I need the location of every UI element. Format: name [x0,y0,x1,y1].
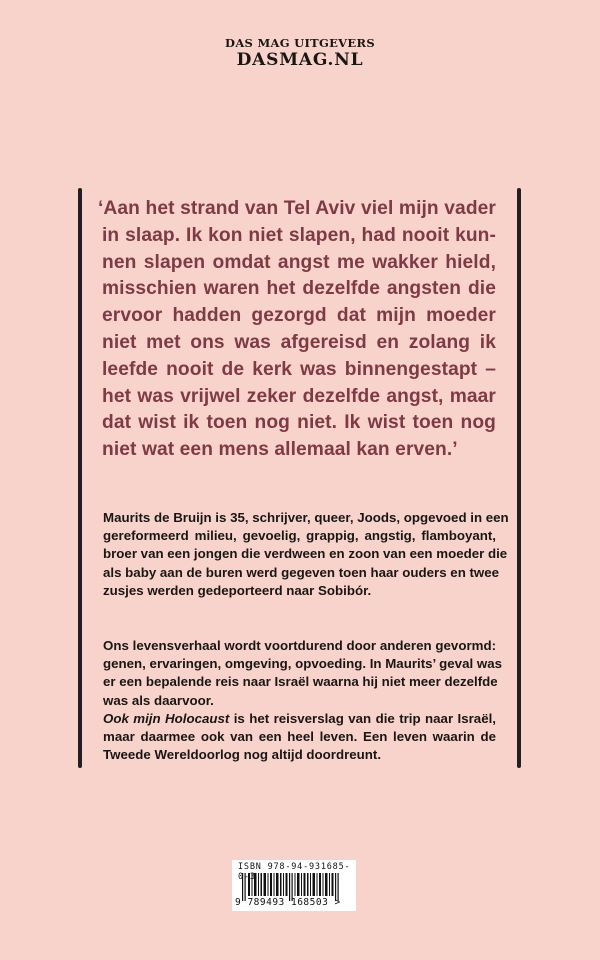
blurb-line: Ons levensverhaal wordt voortdurend door anderen gevormd: [103,638,496,653]
quote-line: dat wist ik toen nog niet. Ik wist toen nog [102,412,496,434]
publisher-name: DAS MAG UITGEVERS [225,36,375,50]
quote-line: in slaap. Ik kon niet slapen, had nooit kun- [102,224,496,246]
pull-quote [98,196,496,464]
blurb-line: was als daarvoor. [103,692,214,708]
blurb-line: als baby aan de buren werd gegeven toen haar ouders en twee [103,564,500,580]
blurb-line: zusjes werden gedeporteerd naar Sobibór. [103,582,372,598]
quote-line: ‘Aan het strand van Tel Aviv viel mijn vader [98,198,496,219]
quote-line: leefde nooit de kerk was binnengestapt – [102,358,496,380]
publisher-website: DASMAG.NL [236,50,364,70]
quote-line: niet met ons was afgereisd en zolang ik [102,331,496,353]
right-vertical-bar [517,188,521,768]
quote-line: het was vrijwel zeker dezelfde angst, maar [102,385,496,407]
blurb-line [103,710,496,728]
quote-line: ervoor hadden gezorgd dat mijn moeder [102,305,496,327]
blurb-line: genen, ervaringen, omgeving, opvoeding. In Maurits’ geval was [103,656,502,672]
blurb-line: er een bepalende reis naar Israël waarna hij niet meer dezelfde [103,674,498,690]
quote-line: nen slapen omdat angst me wakker hield, [102,251,496,273]
isbn-barcode [232,860,356,911]
blurb-line: Maurits de Bruijn is 35, schrijver, queer, Joods, opgevoed in een [103,510,509,525]
book-title: Ook mijn Holocaust [103,711,230,726]
blurb-paragraph-1 [103,509,509,600]
blurb-line: Tweede Wereldoorlog nog altijd doordreunt. [103,747,382,763]
isbn-label: ISBN 978-94-931685-0-3 [238,862,351,882]
blurb-line: gereformeerd milieu, gevoelig, grappig, angstig, flamboyant, [103,528,496,544]
publisher-block [0,36,600,70]
blurb-line: maar daarmee ook van een heel leven. Een leven waarin de [103,729,496,745]
quote-line: misschien waren het dezelfde angsten die [102,278,496,300]
blurb-paragraph-2 [103,637,502,710]
barcode-digits: 9 789493 168503 > [235,897,341,908]
quote-line: niet wat een mens allemaal kan erven.’ [102,439,458,461]
left-vertical-bar [78,188,82,768]
blurb-line: broer van een jongen die verdween en zoon van een moeder die [103,546,508,562]
blurb-line-rest: is het reisverslag van die trip naar Israël, [229,711,496,726]
blurb-paragraph-3 [103,710,496,765]
